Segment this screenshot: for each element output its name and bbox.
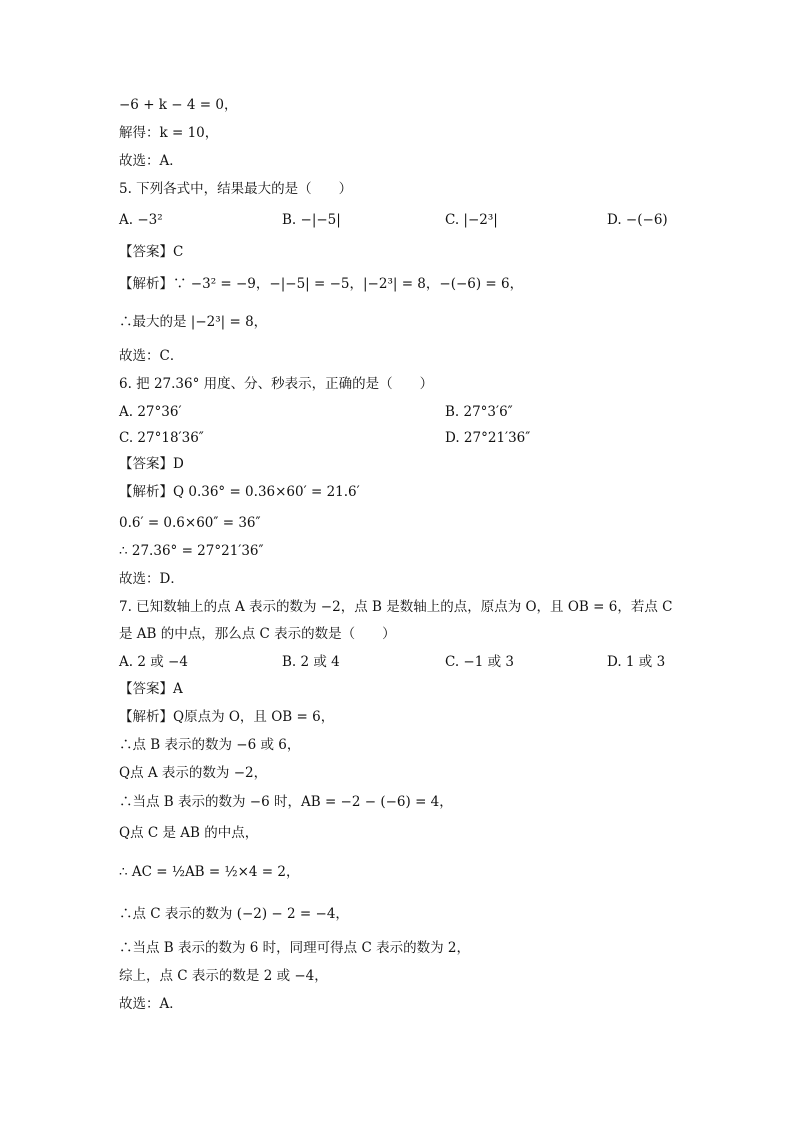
q5-option-a: A. −3²	[119, 212, 163, 228]
text-line: 0.6′ = 0.6×60″ = 36″	[119, 515, 261, 531]
text-line: ∴ AC = ½AB = ½×4 = 2，	[119, 864, 300, 880]
text-line: Q点 A 表示的数为 −2，	[119, 765, 268, 781]
text-line: 综上，点 C 表示的数是 2 或 −4，	[119, 968, 328, 984]
text-line: 故选：C．	[119, 348, 184, 364]
answer-label: 【答案】C	[119, 244, 184, 260]
q6-option-c: C. 27°18′36″	[119, 430, 204, 446]
text-line: ∴ 27.36° = 27°21′36″	[119, 543, 264, 559]
q5-option-d: D. −(−6)	[607, 212, 668, 228]
text-line: ∴点 B 表示的数为 −6 或 6，	[119, 737, 301, 753]
text-line: 是 AB 的中点，那么点 C 表示的数是（ ）	[119, 626, 396, 642]
text-line: 故选：A．	[119, 996, 183, 1012]
question-6: 6. 把 27.36° 用度、分、秒表示，正确的是（ ）	[119, 376, 434, 392]
question-7: 7. 已知数轴上的点 A 表示的数为 −2，点 B 是数轴上的点，原点为 O，且 OB = 6，若点 C	[119, 599, 673, 615]
q6-option-b: B. 27°3′6″	[445, 404, 513, 420]
text-line: 解得：k = 10，	[119, 125, 219, 141]
q6-option-a: A. 27°36′	[119, 404, 182, 420]
question-5: 5. 下列各式中，结果最大的是（ ）	[119, 181, 353, 197]
q7-option-c: C. −1 或 3	[445, 654, 515, 670]
text-line: ∴最大的是 |−2³| = 8，	[119, 314, 268, 330]
answer-label: 【答案】A	[119, 681, 183, 697]
text-line: Q点 C 是 AB 的中点，	[119, 825, 259, 841]
q7-option-d: D. 1 或 3	[607, 654, 666, 670]
q5-option-c: C. |−2³|	[445, 212, 498, 228]
text-line: 故选：D．	[119, 571, 184, 587]
q6-option-d: D. 27°21′36″	[445, 430, 531, 446]
text-line: −6 + k − 4 = 0，	[119, 97, 238, 113]
answer-label: 【答案】D	[119, 456, 184, 472]
q7-option-b: B. 2 或 4	[282, 654, 340, 670]
text-line: ∴当点 B 表示的数为 −6 时，AB = −2 − (−6) = 4，	[119, 794, 453, 810]
text-line: 故选：A．	[119, 153, 183, 169]
analysis-line: 【解析】∵ −3² = −9，−|−5| = −5，|−2³| = 8，−(−6) = 6，	[119, 276, 524, 292]
text-line: ∴点 C 表示的数为 (−2) − 2 = −4，	[119, 906, 349, 922]
analysis-line: 【解析】Q 0.36° = 0.36×60′ = 21.6′	[119, 484, 360, 500]
analysis-line: 【解析】Q原点为 O，且 OB = 6，	[119, 709, 335, 725]
q5-option-b: B. −|−5|	[282, 212, 341, 228]
q7-option-a: A. 2 或 −4	[119, 654, 188, 670]
text-line: ∴当点 B 表示的数为 6 时，同理可得点 C 表示的数为 2，	[119, 940, 470, 956]
